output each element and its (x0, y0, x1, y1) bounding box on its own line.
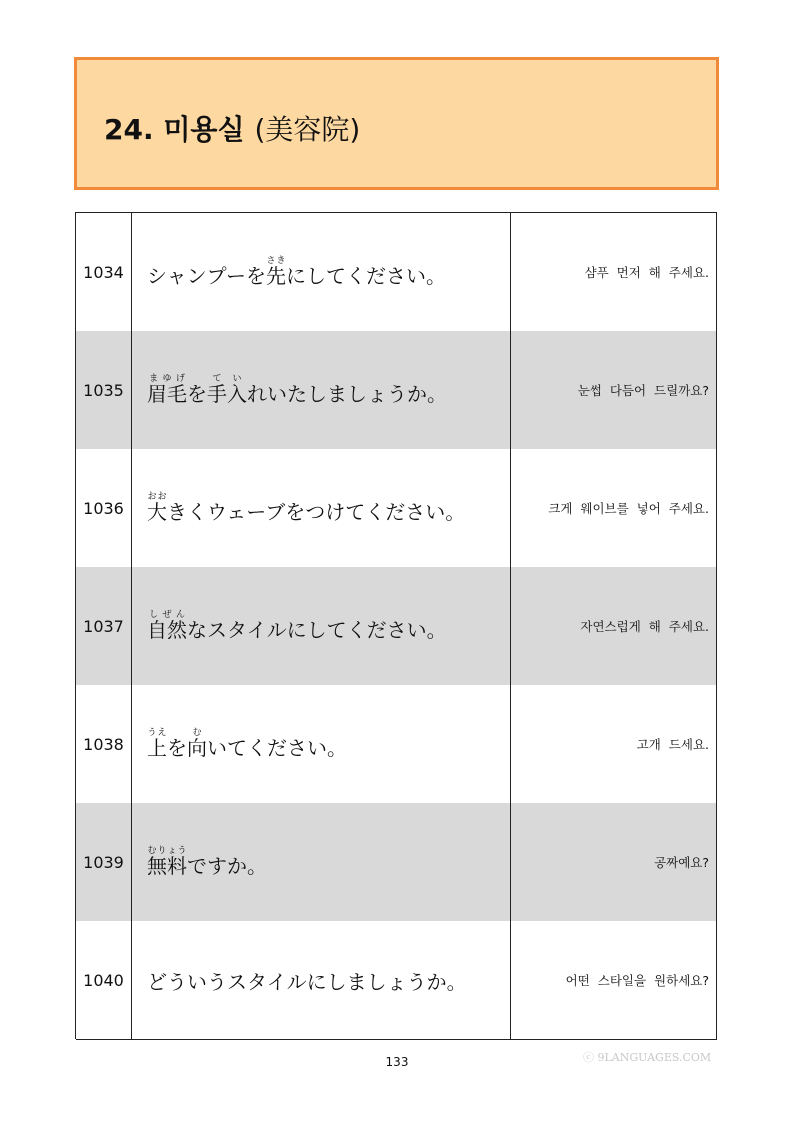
furigana-word: 無料むりょう (147, 845, 187, 878)
table-row (76, 331, 717, 449)
phrase-number: 1037 (76, 567, 132, 686)
phrase-number: 1034 (76, 213, 132, 332)
japanese-text: 無料むりょうですか。 (147, 845, 267, 878)
table-row (76, 685, 717, 803)
korean-translation: 어떤 스타일을 원하세요? (511, 921, 717, 1040)
furigana-word: 先さき (266, 255, 286, 288)
korean-translation: 샴푸 먼저 해 주세요. (511, 213, 717, 332)
phrase-number: 1039 (76, 803, 132, 922)
chapter-title-korean: 24. 미용실 (104, 113, 245, 146)
japanese-phrase (132, 921, 511, 1040)
japanese-phrase (132, 213, 511, 332)
japanese-phrase (132, 803, 511, 922)
korean-translation: 크게 웨이브를 넣어 주세요. (511, 449, 717, 568)
furigana: まゆげ (147, 373, 187, 384)
furigana-word: 大おお (147, 491, 167, 524)
chapter-title-hanja: (美容院) (254, 113, 361, 146)
table-row (76, 213, 717, 331)
chapter-header (74, 57, 719, 190)
japanese-text: 眉毛まゆげを手入ていれいたしましょうか。 (147, 373, 447, 406)
furigana-word: 手入てい (207, 373, 247, 406)
furigana: しぜん (147, 609, 187, 620)
furigana: む (187, 727, 207, 738)
japanese-phrase (132, 685, 511, 804)
korean-translation: 자연스럽게 해 주세요. (511, 567, 717, 686)
japanese-phrase (132, 449, 511, 568)
phrase-number: 1035 (76, 331, 132, 450)
furigana-word: 自然しぜん (147, 609, 187, 642)
furigana-word: 眉毛まゆげ (147, 373, 187, 406)
japanese-phrase (132, 567, 511, 686)
japanese-phrase (132, 331, 511, 450)
page-number: 133 (385, 1055, 409, 1069)
furigana: むりょう (147, 845, 187, 856)
watermark: ⓒ 9LANGUAGES.COM (583, 1051, 712, 1064)
table-row (76, 567, 717, 685)
phrase-number: 1040 (76, 921, 132, 1040)
japanese-text: どういうスタイルにしましょうか。 (147, 969, 467, 994)
furigana: てい (207, 373, 247, 384)
korean-translation: 고개 드세요. (511, 685, 717, 804)
furigana: おお (147, 491, 167, 502)
phrase-number: 1038 (76, 685, 132, 804)
japanese-text: 大おおきくウェーブをつけてください。 (147, 491, 466, 524)
furigana: さき (266, 255, 286, 266)
japanese-text: 上うえを向むいてください。 (147, 727, 347, 760)
phrase-number: 1036 (76, 449, 132, 568)
table-row (76, 921, 717, 1039)
korean-translation: 눈썹 다듬어 드릴까요? (511, 331, 717, 450)
table-row (76, 803, 717, 921)
japanese-text: シャンプーを先さきにしてください。 (147, 255, 446, 288)
furigana-word: 上うえ (147, 727, 167, 760)
furigana-word: 向む (187, 727, 207, 760)
furigana: うえ (147, 727, 167, 738)
korean-translation: 공짜예요? (511, 803, 717, 922)
chapter-title (104, 108, 360, 148)
phrase-table (75, 212, 717, 1039)
table-row (76, 449, 717, 567)
japanese-text: 自然しぜんなスタイルにしてください。 (147, 609, 447, 642)
